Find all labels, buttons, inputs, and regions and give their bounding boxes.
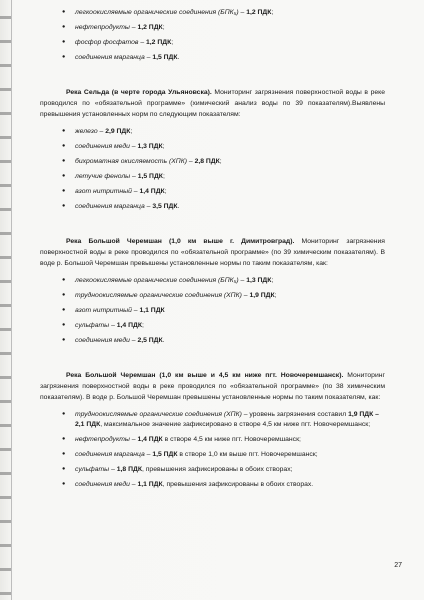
bullet-icon: ● xyxy=(62,158,66,165)
binding-edge xyxy=(11,0,12,600)
list-item: ● соединения марганца – 1,5 ПДК в створе 1,0 км выше пгт. Новочеремшанск; xyxy=(62,451,318,459)
bullet-icon: ● xyxy=(62,322,66,329)
bullet-icon: ● xyxy=(62,481,66,488)
list-item: ● соединения марганца – 1,5 ПДК. xyxy=(62,53,180,62)
section-2-heading: Река Большой Черемшан (1,0 км выше г. Димитровград). xyxy=(66,238,295,246)
list-item: ● соединения меди – 1,3 ПДК; xyxy=(62,143,165,151)
bullet-icon: ● xyxy=(62,38,66,45)
bullet-icon: ● xyxy=(62,188,66,195)
list-item: ● азот нитритный – 1,1 ПДК xyxy=(62,307,165,315)
bullet-icon: ● xyxy=(62,203,66,210)
bullet-icon: ● xyxy=(62,53,66,60)
bullet-icon: ● xyxy=(62,128,66,135)
bullet-icon: ● xyxy=(62,143,66,150)
bullet-icon: ● xyxy=(62,436,66,443)
bullet-icon: ● xyxy=(62,307,66,314)
bullet-icon: ● xyxy=(62,277,66,284)
page-content xyxy=(40,8,385,495)
bullet-icon: ● xyxy=(62,292,66,299)
list-item: ● железо – 2,9 ПДК; xyxy=(62,128,133,136)
page-number: 27 xyxy=(394,562,402,569)
list-item: ● соединения марганца – 3,5 ПДК. xyxy=(62,203,180,211)
section-3-list xyxy=(40,410,385,490)
list-item: ● трудноокисляемые органические соединения (ХПК) – 1,9 ПДК; xyxy=(62,292,277,300)
bullet-icon: ● xyxy=(62,23,66,30)
bullet-icon: ● xyxy=(62,466,66,473)
bullet-icon: ● xyxy=(62,411,66,418)
bullet-icon: ● xyxy=(62,337,66,344)
list-item: ● соединения меди – 1,1 ПДК, превышения зафиксированы в обоих створах. xyxy=(62,481,314,489)
section-1-list xyxy=(40,127,385,212)
list-item: ● легкоокисляемые органические соединения (БПК₅) – 1,3 ПДК; xyxy=(62,277,274,285)
list-item: ● сульфаты – 1,8 ПДК, превышения зафиксированы в обоих створах; xyxy=(62,466,293,474)
list-item: ● фосфор фосфатов – 1,2 ПДК; xyxy=(62,38,174,47)
list-item: ● сульфаты – 1,4 ПДК; xyxy=(62,322,144,330)
list-item: ● легкоокисляемые органические соединения (БПК₅) – 1,2 ПДК; xyxy=(62,8,274,16)
bullet-icon: ● xyxy=(62,173,66,180)
section-2-paragraph: Река Большой Черемшан (1,0 км выше г. Димитровград). Мониторинг загрязнения поверхностной воды в реке проводился по «обязательной программе» (по 39 химическим показателям). В воде р. Большой Черемшан превышены установленные нормы по таким показателям, как: xyxy=(40,238,385,268)
bullet-icon: ● xyxy=(62,8,66,15)
list-item: ● соединения меди – 2,5 ПДК. xyxy=(62,337,165,345)
section-3-paragraph: Река Большой Черемшан (1,0 км выше и 4,5 км ниже пгт. Новочеремшанск). Мониторинг загрязнения поверхностной воды в реке проводился по «обязательной программе» (по 38 химическим показателям). В воде р. Большой Черемшан превышены установленные нормы по таким показателям, как: xyxy=(40,372,385,402)
section-1-heading: Река Сельда (в черте города Ульяновска). xyxy=(66,89,212,97)
list-item: ● нефтепродукты – 1,2 ПДК; xyxy=(62,23,165,32)
list-item: ● нефтепродукты – 1,4 ПДК в створе 4,5 км ниже пгт. Новочеремшанск; xyxy=(62,436,301,444)
list-item: ● трудноокисляемые органические соединения (ХПК) – уровень загрязнения составил 1,9 ПДК – 2,1 ПДК, максимальное значение зафиксировано в створе 4,5 км ниже пгт. Новочеремшанск; xyxy=(62,411,379,429)
section-1-paragraph: Река Сельда (в черте города Ульяновска). Мониторинг загрязнения поверхностной воды в реке проводился по «обязательной программе» (химический анализ воды по 39 показателям).Выявлены превышения установленных норм по следующим показателям: xyxy=(40,89,386,119)
list-top xyxy=(40,8,385,63)
list-item: ● летучие фенолы – 1,5 ПДК; xyxy=(62,173,165,181)
bullet-icon: ● xyxy=(62,451,66,458)
list-item: ● азот нитритный – 1,4 ПДК; xyxy=(62,188,167,196)
list-item: ● бихроматная окисляемость (ХПК) – 2,8 ПДК; xyxy=(62,158,222,166)
section-2-list xyxy=(40,276,385,346)
section-3-heading: Река Большой Черемшан (1,0 км выше и 4,5 км ниже пгт. Новочеремшанск). xyxy=(66,372,344,380)
